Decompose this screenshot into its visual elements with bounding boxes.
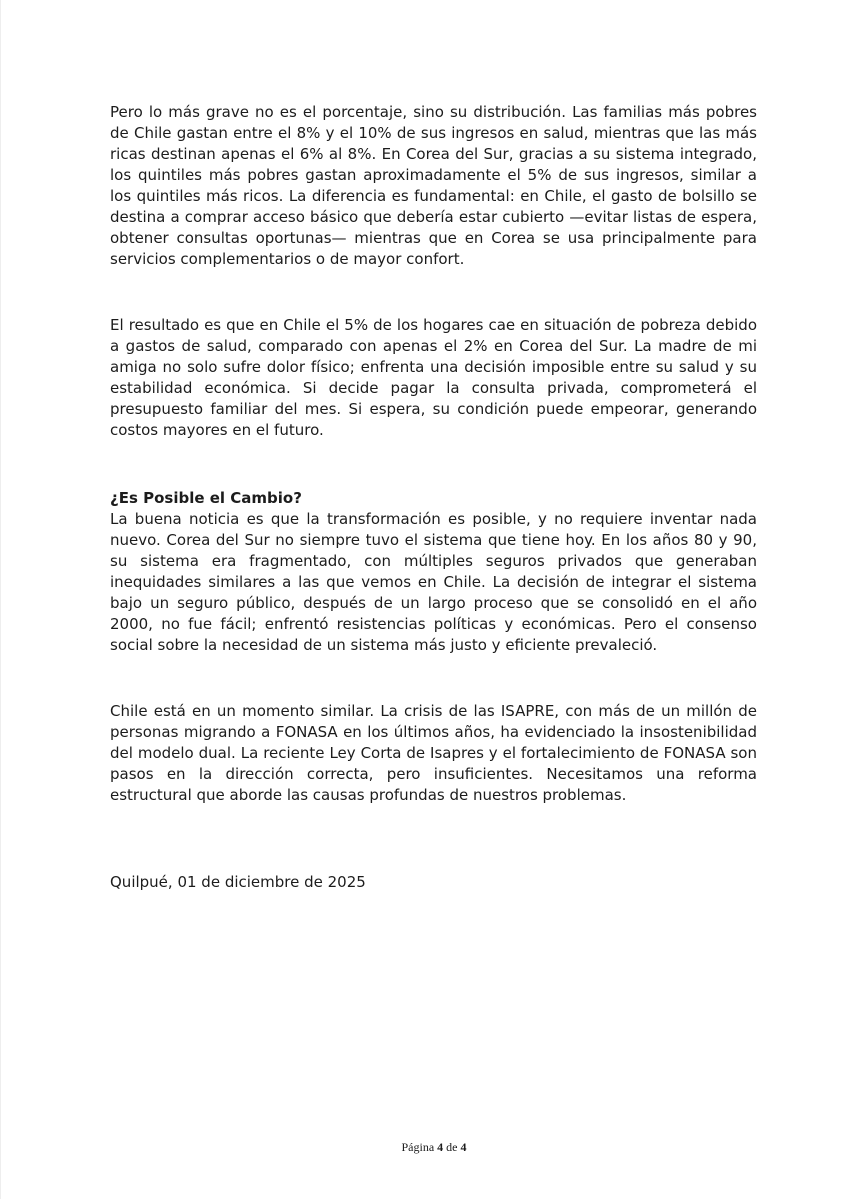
paragraph-chile-moment: Chile está en un momento similar. La crisis de las ISAPRE, con más de un millón de personas migrando a FONASA en los últimos años, ha evidenciado la insostenibilidad del modelo dual. La reciente Ley Corta de Isapres y el fortalecimiento de FONASA son pasos en la dirección correcta, pero insuficientes. Necesitamos una reforma estructural que aborde las causas profundas de nuestros problemas. [110,702,757,804]
section-heading: ¿Es Posible el Cambio? [110,489,302,507]
footer-current-page: 4 [437,1140,444,1154]
footer-prefix: Página [401,1140,435,1154]
footer-connector: de [446,1140,458,1154]
page-number-footer [1,1140,866,1155]
paragraph-transformation: La buena noticia es que la transformación es posible, y no requiere inventar nada nuevo. Corea del Sur no siempre tuvo el sistema que tiene hoy. En los años 80 y 90, su sistema era fragmentado, con múltiples seguros privados que generaban inequidades similares a las que vemos en Chile. La decisión de integrar el sistema bajo un seguro público, después de un largo proceso que se consolidó en el año 2000, no fue fácil; enfrentó resistencias políticas y económicas. Pero el consenso social sobre la necesidad de un sistema más justo y eficiente prevaleció. [110,510,757,654]
footer-total-pages: 4 [460,1140,467,1154]
place-date-signature: Quilpué, 01 de diciembre de 2025 [110,873,366,891]
paragraph-poverty: El resultado es que en Chile el 5% de los hogares cae en situación de pobreza debido a gastos de salud, comparado con apenas el 2% en Corea del Sur. La madre de mi amiga no solo sufre dolor físico; enfrenta una decisión imposible entre su salud y su estabilidad económica. Si decide pagar la consulta privada, comprometerá el presupuesto familiar del mes. Si espera, su condición puede empeorar, generando costos mayores en el futuro. [110,316,757,439]
document-body [110,102,757,893]
paragraph-distribution: Pero lo más grave no es el porcentaje, sino su distribución. Las familias más pobres de Chile gastan entre el 8% y el 10% de sus ingresos en salud, mientras que las más ricas destinan apenas el 6% al 8%. En Corea del Sur, gracias a su sistema integrado, los quintiles más pobres gastan aproximadamente el 5% de sus ingresos, similar a los quintiles más ricos. La diferencia es fundamental: en Chile, el gasto de bolsillo se destina a comprar acceso básico que debería estar cubierto —evitar listas de espera, obtener consultas oportunas— mientras que en Corea se usa principalmente para servicios complementarios o de mayor confort. [110,103,757,268]
